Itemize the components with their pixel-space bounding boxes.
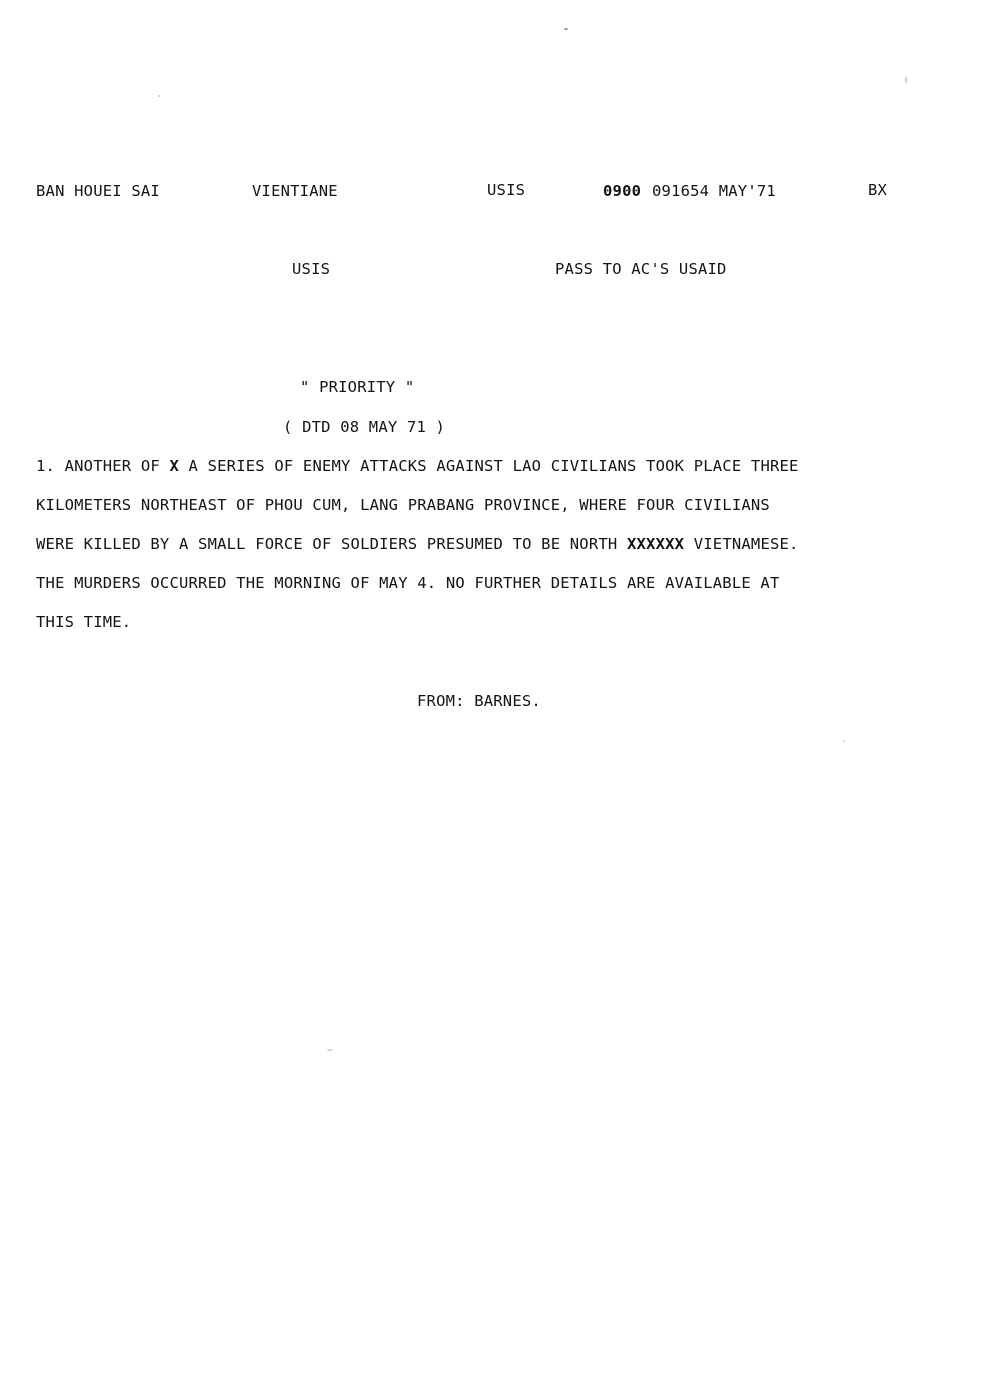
agency-code: USIS [487,181,526,199]
routing-instruction: PASS TO AC'S USAID [555,260,727,278]
body-line-5: THIS TIME. [36,613,132,631]
dated-line: ( DTD 08 MAY 71 ) [283,418,446,436]
routing-to: USIS [292,260,331,278]
body-line-1-start: 1. ANOTHER OF [36,457,170,475]
signature: FROM: BARNES. [417,692,541,710]
strikeover-2: XXXXXX [626,535,685,553]
body-line-1 [36,459,799,475]
destination-station: VIENTIANE [252,182,338,200]
body-line-3-start: WERE KILLED BY A SMALL FORCE OF SOLDIERS PRESUMED TO BE NORTH [36,535,627,553]
strikeover-1: X [169,457,179,475]
scan-speck [158,95,160,97]
scan-speck [905,76,907,84]
body-line-3-end: VIETNAMESE. [684,535,799,553]
scan-speck [564,28,568,30]
scan-speck [327,1049,333,1051]
date-time-group: 091654 MAY'71 [652,182,776,200]
body-line-4: THE MURDERS OCCURRED THE MORNING OF MAY 4. NO FURTHER DETAILS ARE AVAILABLE AT [36,574,780,592]
origin-station: BAN HOUEI SAI [36,182,160,200]
body-line-2: KILOMETERS NORTHEAST OF PHOU CUM, LANG PRABANG PROVINCE, WHERE FOUR CIVILIANS [36,496,770,514]
body-line-1-end: A SERIES OF ENEMY ATTACKS AGAINST LAO CIVILIANS TOOK PLACE THREE [179,457,799,475]
struck-prefix: 0900 [603,182,642,200]
body-line-3 [36,537,799,553]
scan-speck [843,740,845,742]
operator-initials: BX [868,181,888,199]
precedence: " PRIORITY " [300,378,415,396]
